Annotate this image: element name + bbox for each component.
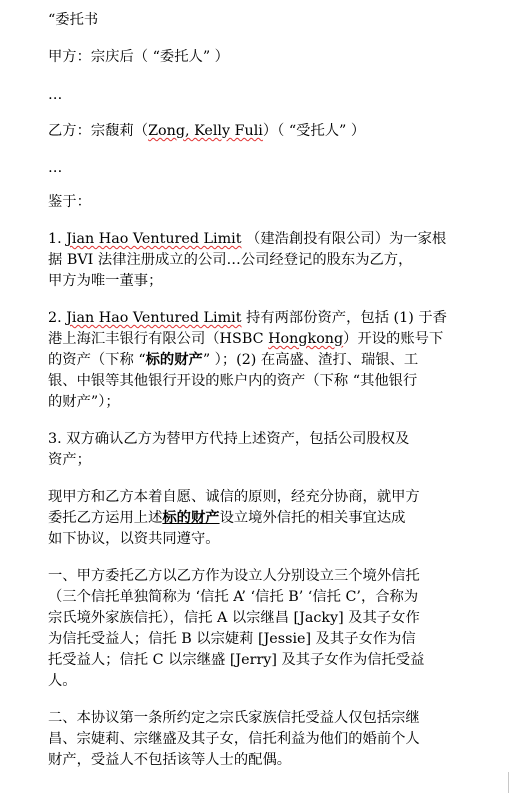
company-name: Jian Hao Ventured Limit [66,310,242,326]
clause2-line [48,350,468,371]
article1-line: （三个信托单独简称为 ‘信托 A’ ‘信托 B’ ‘信托 C’，合称为 [48,589,419,605]
agreement-text: 设立境外信托的相关事宜达成 [219,510,406,526]
clause2-line: 的财产”）； [48,394,120,410]
party-b-prefix: 乙方：宗馥莉（ [48,123,149,139]
agreement-text: 委托乙方运用上述 [48,510,163,526]
agreement-line: 现甲方和乙方本着自愿、诚信的原则，经充分协商，就甲方 [48,489,420,505]
clause-text: 持有两部份资产，包括 (1) 于香 [241,310,447,326]
clause-text: ” ）；(2) 在高盛、渣打、瑞银、工 [202,352,419,368]
clause-text: 港上海汇丰银行有限公司（HSBC [48,331,269,347]
party-b-line [48,121,468,142]
article1-line: 为信托受益人；信托 B 以宗婕莉 [Jessie] 及其子女作为信 [48,631,416,647]
agreement-line: 如下协议，以资共同遵守。 [48,531,220,547]
clause2-line [48,308,468,329]
article1-line: 托受益人；信托 C 以宗继盛 [Jerry] 及其子女作为信托受益 [48,652,425,668]
article1-line: 人。 [48,673,77,689]
misspelled-word: Hongkong [268,331,344,347]
clause3-line: 资产； [48,452,91,468]
party-b-english-name: Zong, Kelly Fuli [148,123,263,139]
clause1-line [48,229,468,250]
target-property-term: 标的财产 [145,352,203,368]
clause-number: 1. [48,231,67,247]
clause1-line: 据 BVI 法律注册成立的公司…公司经登记的股东为乙方， [48,252,413,268]
ellipsis-line: … [48,160,63,176]
article2-line: 昌、宗婕莉、宗继盛及其子女，信托利益为他们的婚前个人 [48,731,420,747]
whereas-heading: 鉴于： [48,194,91,210]
article2-line: 二、本协议第一条所约定之宗氏家族信托受益人仅包括宗继 [48,710,420,726]
clause-text: 的资产（下称 “ [48,352,146,368]
ellipsis-line: … [48,87,63,103]
clause2-line: 银、中银等其他银行开设的账户内的资产（下称 “其他银行 [48,373,418,389]
party-a-line: 甲方：宗庆后（ “委托人” ） [48,49,229,65]
clause-text: （建浩創投有限公司）为一家根 [241,231,447,247]
clause2-line [48,329,468,350]
clause-number: 2. [48,310,67,326]
page-edge [508,772,509,793]
party-b-suffix: ）（ “受托人” ） [262,123,366,139]
article2-line: 财产，受益人不包括该等人士的配偶。 [48,752,292,768]
article1-line: 宗氏境外家族信托），信托 A 以宗继昌 [Jacky] 及其子女作 [48,610,420,626]
company-name: Jian Hao Ventured Limit [66,231,242,247]
article1-line: 一、甲方委托乙方以乙方作为设立人分别设立三个境外信托 [48,568,420,584]
clause-text: ）开设的账号下 [343,331,444,347]
target-property-term: 标的财产 [162,510,220,526]
clause1-line: 甲方为唯一董事； [48,273,163,289]
clause3-line: 3. 双方确认乙方为替甲方代持上述资产，包括公司股权及 [48,431,410,447]
document-title: “委托书 [48,12,99,28]
agreement-line [48,508,468,529]
